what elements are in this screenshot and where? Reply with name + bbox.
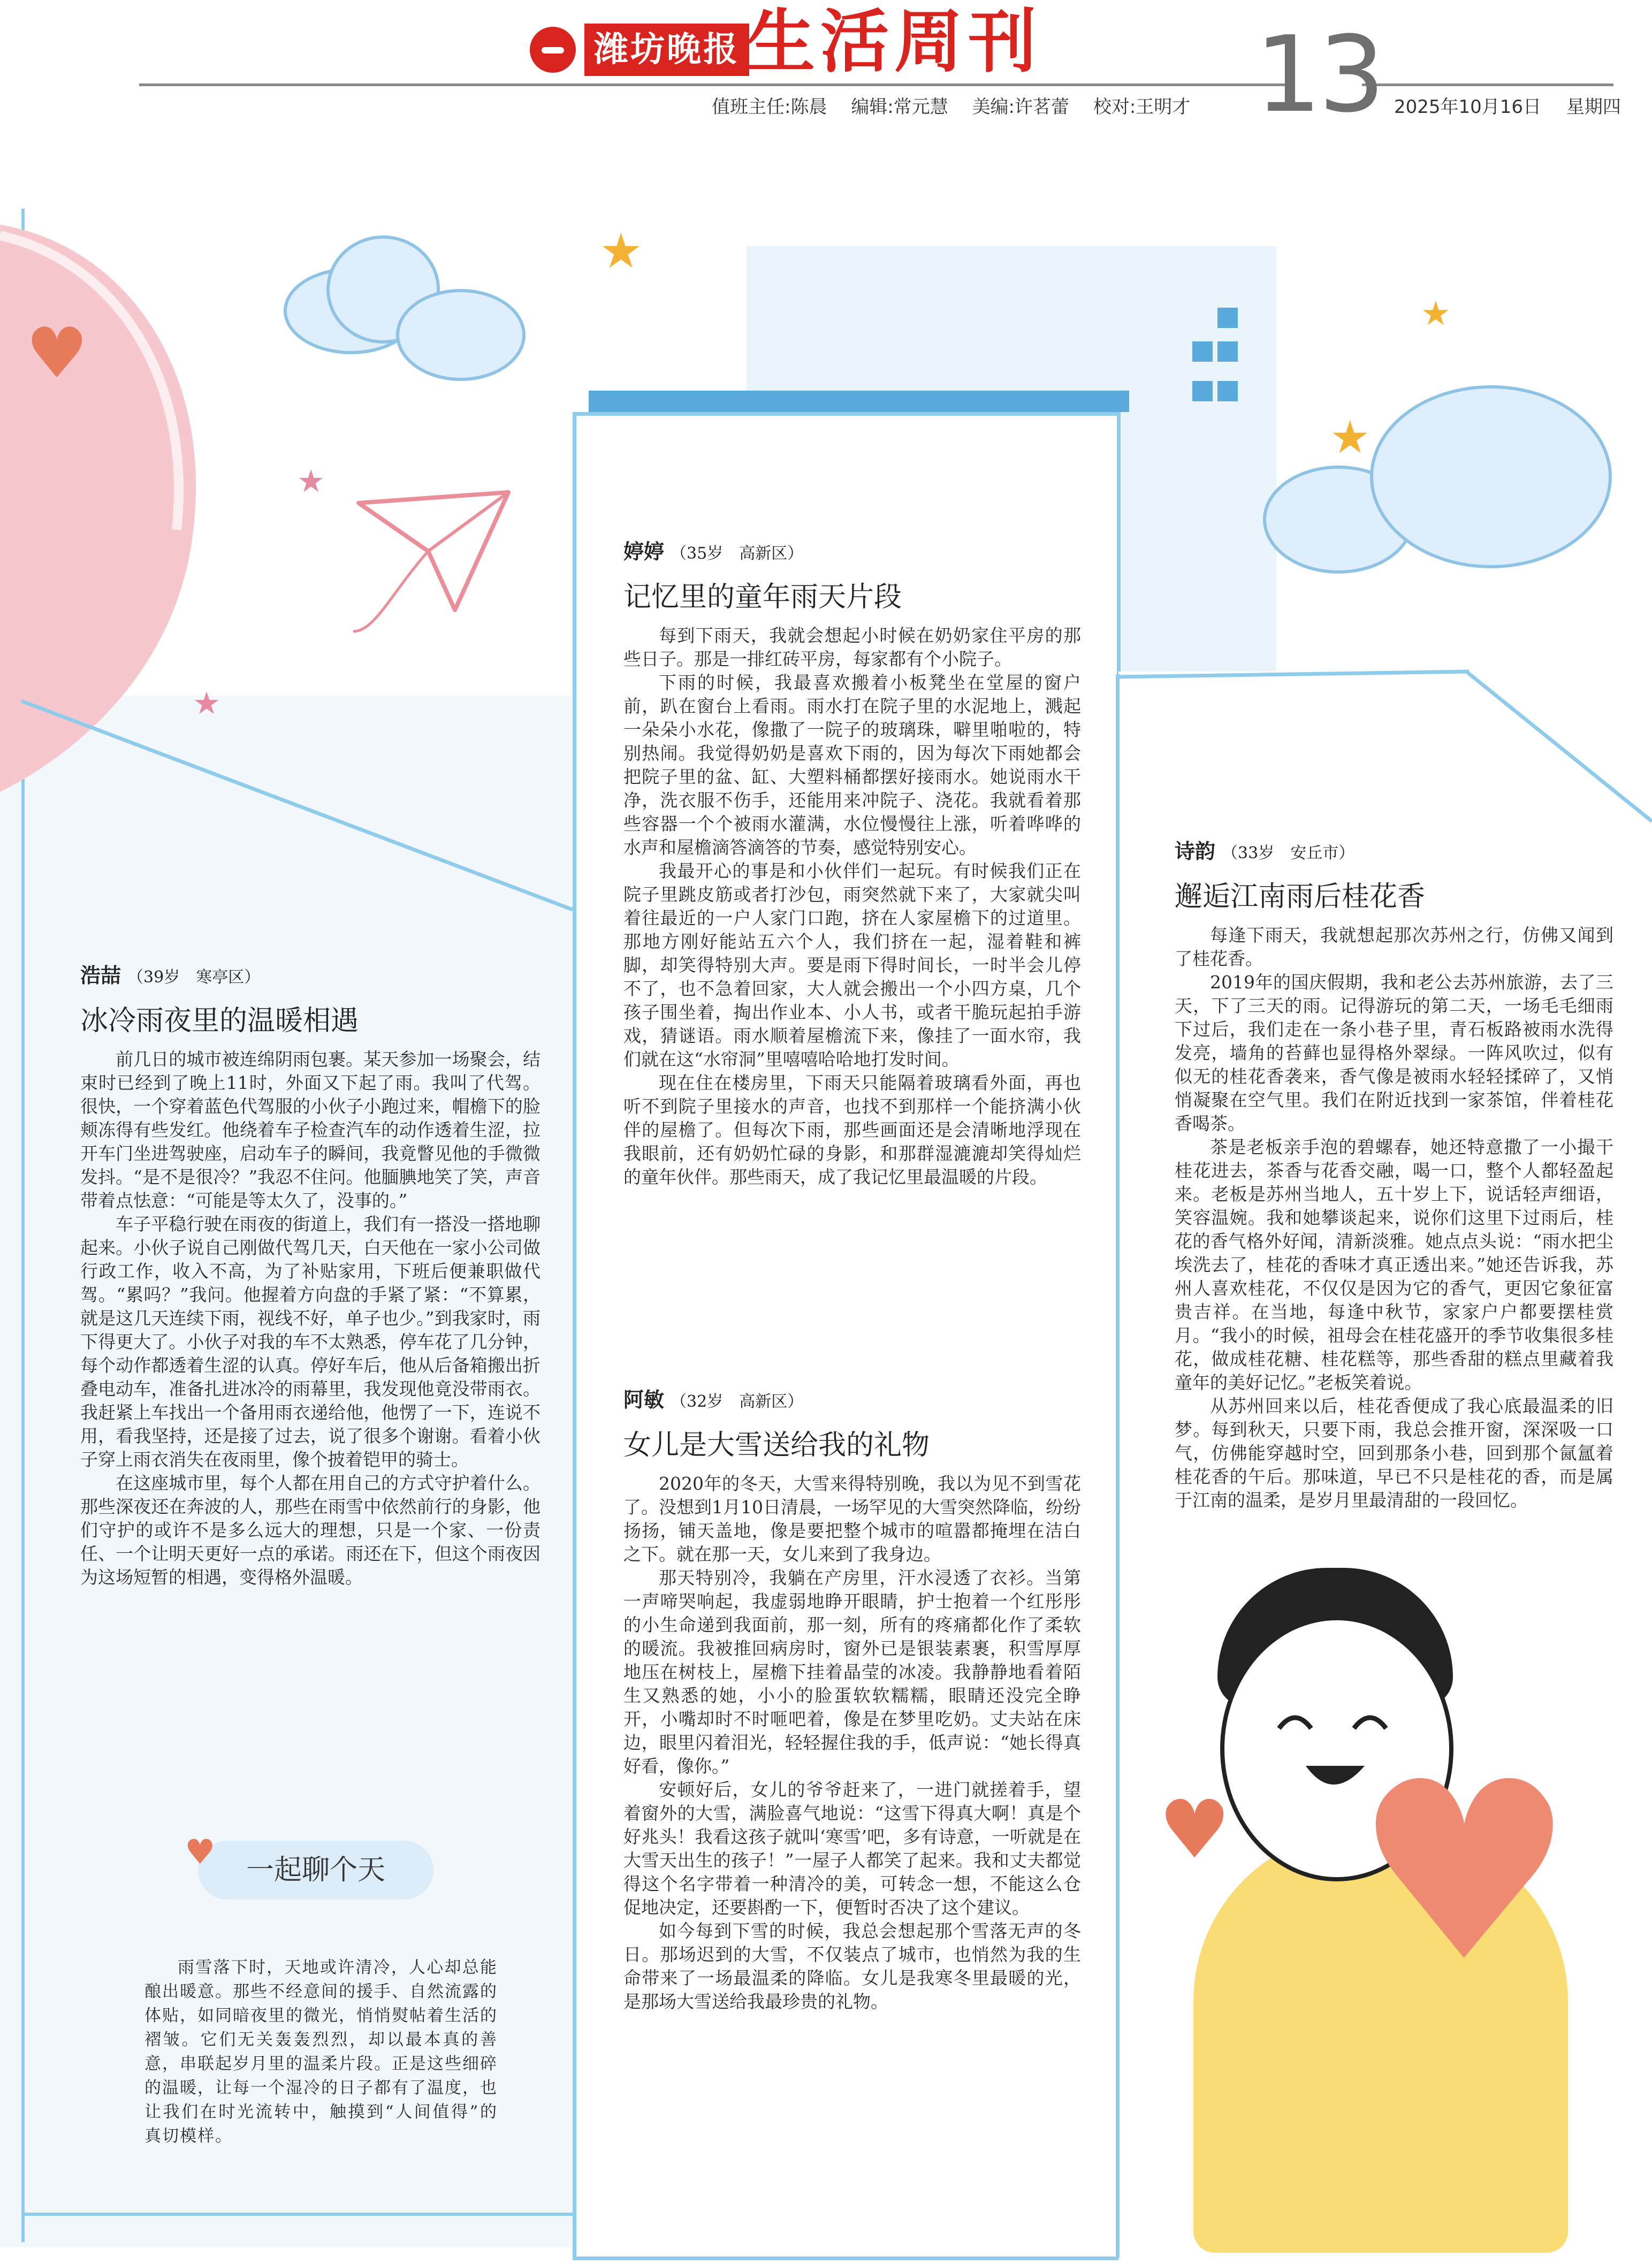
- decor-square: [1217, 381, 1238, 401]
- editor-credit: 编辑:常元慧: [851, 96, 948, 118]
- article-byline: [623, 535, 1081, 565]
- author-name: 阿敏: [623, 1388, 665, 1412]
- heart-icon: ♥: [185, 1833, 216, 1872]
- paragraph: 我最开心的事是和小伙伴们一起玩。有时候我们正在院子里跳皮筋或者打沙包，雨突然就下来了，大家就尖叫着往最近的一户人家门口跑，挤在人家屋檐下的过道里。那地方刚好能站五六个人，我们挤在一起，湿着鞋和裤脚，却笑得特别大声。要是雨下得时间长，一时半会儿停不了，也不急着回家，大人就会搬出一个小四方桌，几个孩子围坐着，掏出作业本、小人书，或者干脆玩起拍手游戏，猜谜语。雨水顺着屋檐流下来，像挂了一面水帘，我们就在这“水帘洞”里嘻嘻哈哈地打发时间。: [623, 860, 1081, 1070]
- issue-weekday: 星期四: [1566, 96, 1621, 118]
- chat-title: 一起聊个天: [246, 1854, 385, 1886]
- editor-credit: 值班主任:陈晨: [712, 96, 827, 118]
- frame-diagonal: [21, 658, 578, 915]
- paragraph: 2019年的国庆假期，我和老公去苏州旅游，去了三天，下了三天的雨。记得游玩的第二天，一场毛毛细雨下过后，我们走在一条小巷子里，青石板路被雨水洗得发亮，墙角的苔藓也显得格外翠绿。一阵风吹过，似有似无的桂花香袭来，香气像是被雨水轻轻揉碎了，又悄悄凝聚在空气里。我们在附近找到一家茶馆，伴着桂花香喝茶。: [1175, 972, 1613, 1134]
- issue-date: 2025年10月16日: [1394, 96, 1542, 118]
- paragraph: 车子平稳行驶在雨夜的街道上，我们有一搭没一搭地聊起来。小伙子说自己刚做代驾几天，白天他在一家小公司做行政工作，收入不高，为了补贴家用，下班后便兼职做代驾。“累吗？”我问。他握着方向盘的手紧了紧：“不算累，就是这几天连续下雨，视线不好，单子也少。”到我家时，雨下得更大了。小伙子对我的车不太熟悉，停车花了几分钟，每个动作都透着生涩的认真。停好车后，他从后备箱搬出折叠电动车，准备扎进冰冷的雨幕里，我发现他竟没带雨衣。我赶紧上车找出一个备用雨衣递给他，他愣了一下，连说不用，看我坚持，还是接了过去，说了很多个谢谢。看着小伙子穿上雨衣消失在夜雨里，像个披着铠甲的骑士。: [80, 1214, 540, 1470]
- article-title: 女儿是大雪送给我的礼物: [623, 1429, 930, 1461]
- frame-line: [1116, 674, 1120, 2258]
- article-title: 记忆里的童年雨天片段: [623, 581, 902, 613]
- paragraph: 每到下雨天，我就会想起小时候在奶奶家住平房的那些日子。那是一排红砖平房，每家都有个小院子。: [623, 625, 1081, 669]
- cloud-icon: [396, 289, 526, 381]
- decor-square: [1217, 308, 1238, 328]
- paper-plane-icon: [342, 471, 519, 647]
- editor-credits: [712, 92, 1208, 118]
- article-body: [623, 1472, 1081, 2014]
- frame-accent: [589, 391, 1129, 412]
- paragraph: 安顿好后，女儿的爷爷赶来了，一进门就搓着手，望着窗外的大雪，满脸喜气地说：“这雪下得真大啊！真是个好兆头！我看这孩子就叫‘寒雪’吧，多有诗意，一听就是在大雪天出生的孩子！”一屋子人都笑了起来。我和丈夫都觉得这个名字带着一种清冷的美，可转念一想，不能这么仓促地决定，还要斟酌一下，便暂时否决了这个建议。: [623, 1779, 1081, 1918]
- paragraph: 从苏州回来以后，桂花香便成了我心底最温柔的旧梦。每到秋天，只要下雨，我总会推开窗，深深吸一口气，仿佛能穿越时空，回到那条小巷，回到那个氤氲着桂花香的午后。那味道，早已不只是桂花的香，而是属于江南的温柔，是岁月里最清甜的一段回忆。: [1175, 1396, 1613, 1511]
- heart-icon: ♥: [1159, 1783, 1231, 1877]
- big-heart-icon: ♥: [1354, 1729, 1575, 2016]
- frame-diagonal: [1116, 666, 1652, 827]
- article-title: 冰冷雨夜里的温暖相遇: [80, 1005, 359, 1037]
- author-meta: （39岁 寒亭区）: [127, 968, 261, 987]
- decor-square: [1217, 341, 1238, 362]
- article-title: 邂逅江南雨后桂花香: [1175, 881, 1426, 913]
- editor-credit: 校对:王明才: [1093, 96, 1191, 118]
- page-number: 13: [1255, 14, 1382, 136]
- author-meta: （35岁 高新区）: [671, 544, 804, 563]
- paragraph: 前几日的城市被连绵阴雨包裹。某天参加一场聚会，结束时已经到了晚上11时，外面又下起了雨。我叫了代驾。很快，一个穿着蓝色代驾服的小伙子小跑过来，帽檐下的脸颊冻得有些发红。他绕着车子检查汽车的动作透着生涩，拉开车门坐进驾驶座，启动车子的瞬间，我竟瞥见他的手微微发抖。“是不是很冷？”我忍不住问。他腼腆地笑了笑，声音带着点怯意：“可能是等太久了，没事的。”: [80, 1049, 540, 1211]
- paragraph: 每逢下雨天，我就想起那次苏州之行，仿佛又闻到了桂花香。: [1175, 925, 1613, 969]
- supplement-title: 生活周刊: [747, 2, 1042, 82]
- heart-icon: ♥: [26, 312, 88, 394]
- header-rule: [139, 83, 1295, 86]
- article: [1175, 835, 1613, 1512]
- decor-square: [1192, 381, 1213, 401]
- article: [623, 535, 1081, 1189]
- paragraph: 茶是老板亲手泡的碧螺春，她还特意撒了一小撮干桂花进去，茶香与花香交融，喝一口，整个人都轻盈起来。老板是苏州当地人，五十岁上下，说话轻声细语，笑容温婉。我和她攀谈起来，说你们这里下过雨后，桂花的香气格外好闻，清新淡雅。她点点头说：“雨水把尘埃洗去了，桂花的香味才真正透出来。”她还告诉我，苏州人喜欢桂花，不仅仅是因为它的香气，更因它象征富贵吉祥。在当地，每逢中秋节，家家户户都要摆桂赏月。“我小的时候，祖母会在桂花盛开的季节收集很多桂花，做成桂花糖、桂花糕等，那些香甜的糕点里藏着我童年的美好记忆。”老板笑着说。: [1175, 1137, 1613, 1393]
- paragraph: 下雨的时候，我最喜欢搬着小板凳坐在堂屋的窗户前，趴在窗台上看雨。雨水打在院子里的水泥地上，溅起一朵朵小水花，像撒了一院子的玻璃珠，噼里啪啦的，特别热闹。我觉得奶奶是喜欢下雨的，因为每次下雨她都会把院子里的盆、缸、大塑料桶都摆好接雨水。她说雨水干净，洗衣服不伤手，还能用来冲院子、浇花。我就看着那些容器一个个被雨水灌满，水位慢慢往上涨，听着哗哗的水声和屋檐滴答滴答的节奏，感觉特别安心。: [623, 672, 1081, 858]
- article: [623, 1383, 1081, 2014]
- star-icon: ★: [1421, 294, 1451, 333]
- cloud-icon: [1370, 385, 1612, 568]
- article-body: [1175, 924, 1613, 1512]
- header-rule: [1362, 83, 1613, 86]
- star-icon: ★: [599, 223, 643, 279]
- paragraph: 2020年的冬天，大雪来得特别晚，我以为见不到雪花了。没想到1月10日清晨，一场罕见的大雪突然降临，纷纷扬扬，铺天盖地，像是要把整个城市的喧嚣都掩埋在洁白之下。就在那一天，女儿来到了我身边。: [623, 1473, 1081, 1565]
- article-byline: [623, 1383, 1081, 1413]
- decor-square: [1192, 341, 1213, 362]
- star-icon: ★: [1330, 411, 1371, 463]
- article-byline: [1175, 835, 1613, 864]
- author-meta: （33岁 安丘市）: [1222, 844, 1355, 863]
- chat-text: 雨雪落下时，天地或许清冷，人心却总能酿出暖意。那些不经意间的援手、自然流露的体贴，如同暗夜里的微光，悄悄熨帖着生活的褶皱。它们无关轰轰烈烈，却以最本真的善意，串联起岁月里的温柔片段。正是这些细碎的温暖，让每一个湿冷的日子都有了温度，也让我们在时光流转中，触摸到“人间值得”的真切模样。: [144, 1958, 498, 2146]
- paragraph: 在这座城市里，每个人都在用自己的方式守护着什么。那些深夜还在奔波的人，那些在雨雪中依然前行的身影，他们守护的或许不是多么远大的理想，只是一个家、一份责任、一个让明天更好一点的承诺。雨还在下，但这个雨夜因为这场短暂的相遇，变得格外温暖。: [80, 1473, 540, 1588]
- article-byline: [80, 959, 540, 988]
- editor-credit: 美编:许茗蕾: [972, 96, 1070, 118]
- paper-name: 潍坊晚报: [584, 24, 749, 76]
- paragraph: 现在住在楼房里，下雨天只能隔着玻璃看外面，再也听不到院子里接水的声音，也找不到那样一个能挤满小伙伴的屋檐了。但每次下雨，那些画面还是会清晰地浮现在我眼前，还有奶奶忙碌的身影，和那群湿漉漉却笑得灿烂的童年伙伴。那些雨天，成了我记忆里最温暖的片段。: [623, 1072, 1081, 1187]
- chat-body: [144, 1956, 498, 2148]
- article-body: [623, 624, 1081, 1189]
- author-name: 浩喆: [80, 963, 121, 987]
- article-body: [80, 1048, 540, 1589]
- author-meta: （32岁 高新区）: [671, 1392, 804, 1411]
- dateline: [1394, 92, 1621, 118]
- paragraph: 那天特别冷，我躺在产房里，汗水浸透了衣衫。当第一声啼哭响起，我虚弱地睁开眼睛，护士抱着一个红彤彤的小生命递到我面前，那一刻，所有的疼痛都化作了柔软的暖流。我被推回病房时，窗外已是银装素裹，积雪厚厚地压在树枝上，屋檐下挂着晶莹的冰凌。我静静地看着陌生又熟悉的她，小小的脸蛋软软糯糯，眼睛还没完全睁开，小嘴却时不时咂吧着，像是在梦里吃奶。丈夫站在床边，眼里闪着泪光，轻轻握住我的手，低声说：“她长得真好看，像你。”: [623, 1567, 1081, 1777]
- author-name: 诗韵: [1175, 839, 1216, 863]
- paragraph: 如今每到下雪的时候，我总会想起那个雪落无声的冬日。那场迟到的大雪，不仅装点了城市，也悄然为我的生命带来了一场最温柔的降临。女儿是我寒冬里最暖的光，是那场大雪送给我最珍贵的礼物。: [623, 1920, 1081, 2012]
- star-icon: ★: [297, 463, 325, 499]
- article: [80, 959, 540, 1589]
- newspaper-logo-icon: [530, 27, 576, 73]
- star-icon: ★: [193, 685, 220, 721]
- author-name: 婷婷: [623, 539, 665, 563]
